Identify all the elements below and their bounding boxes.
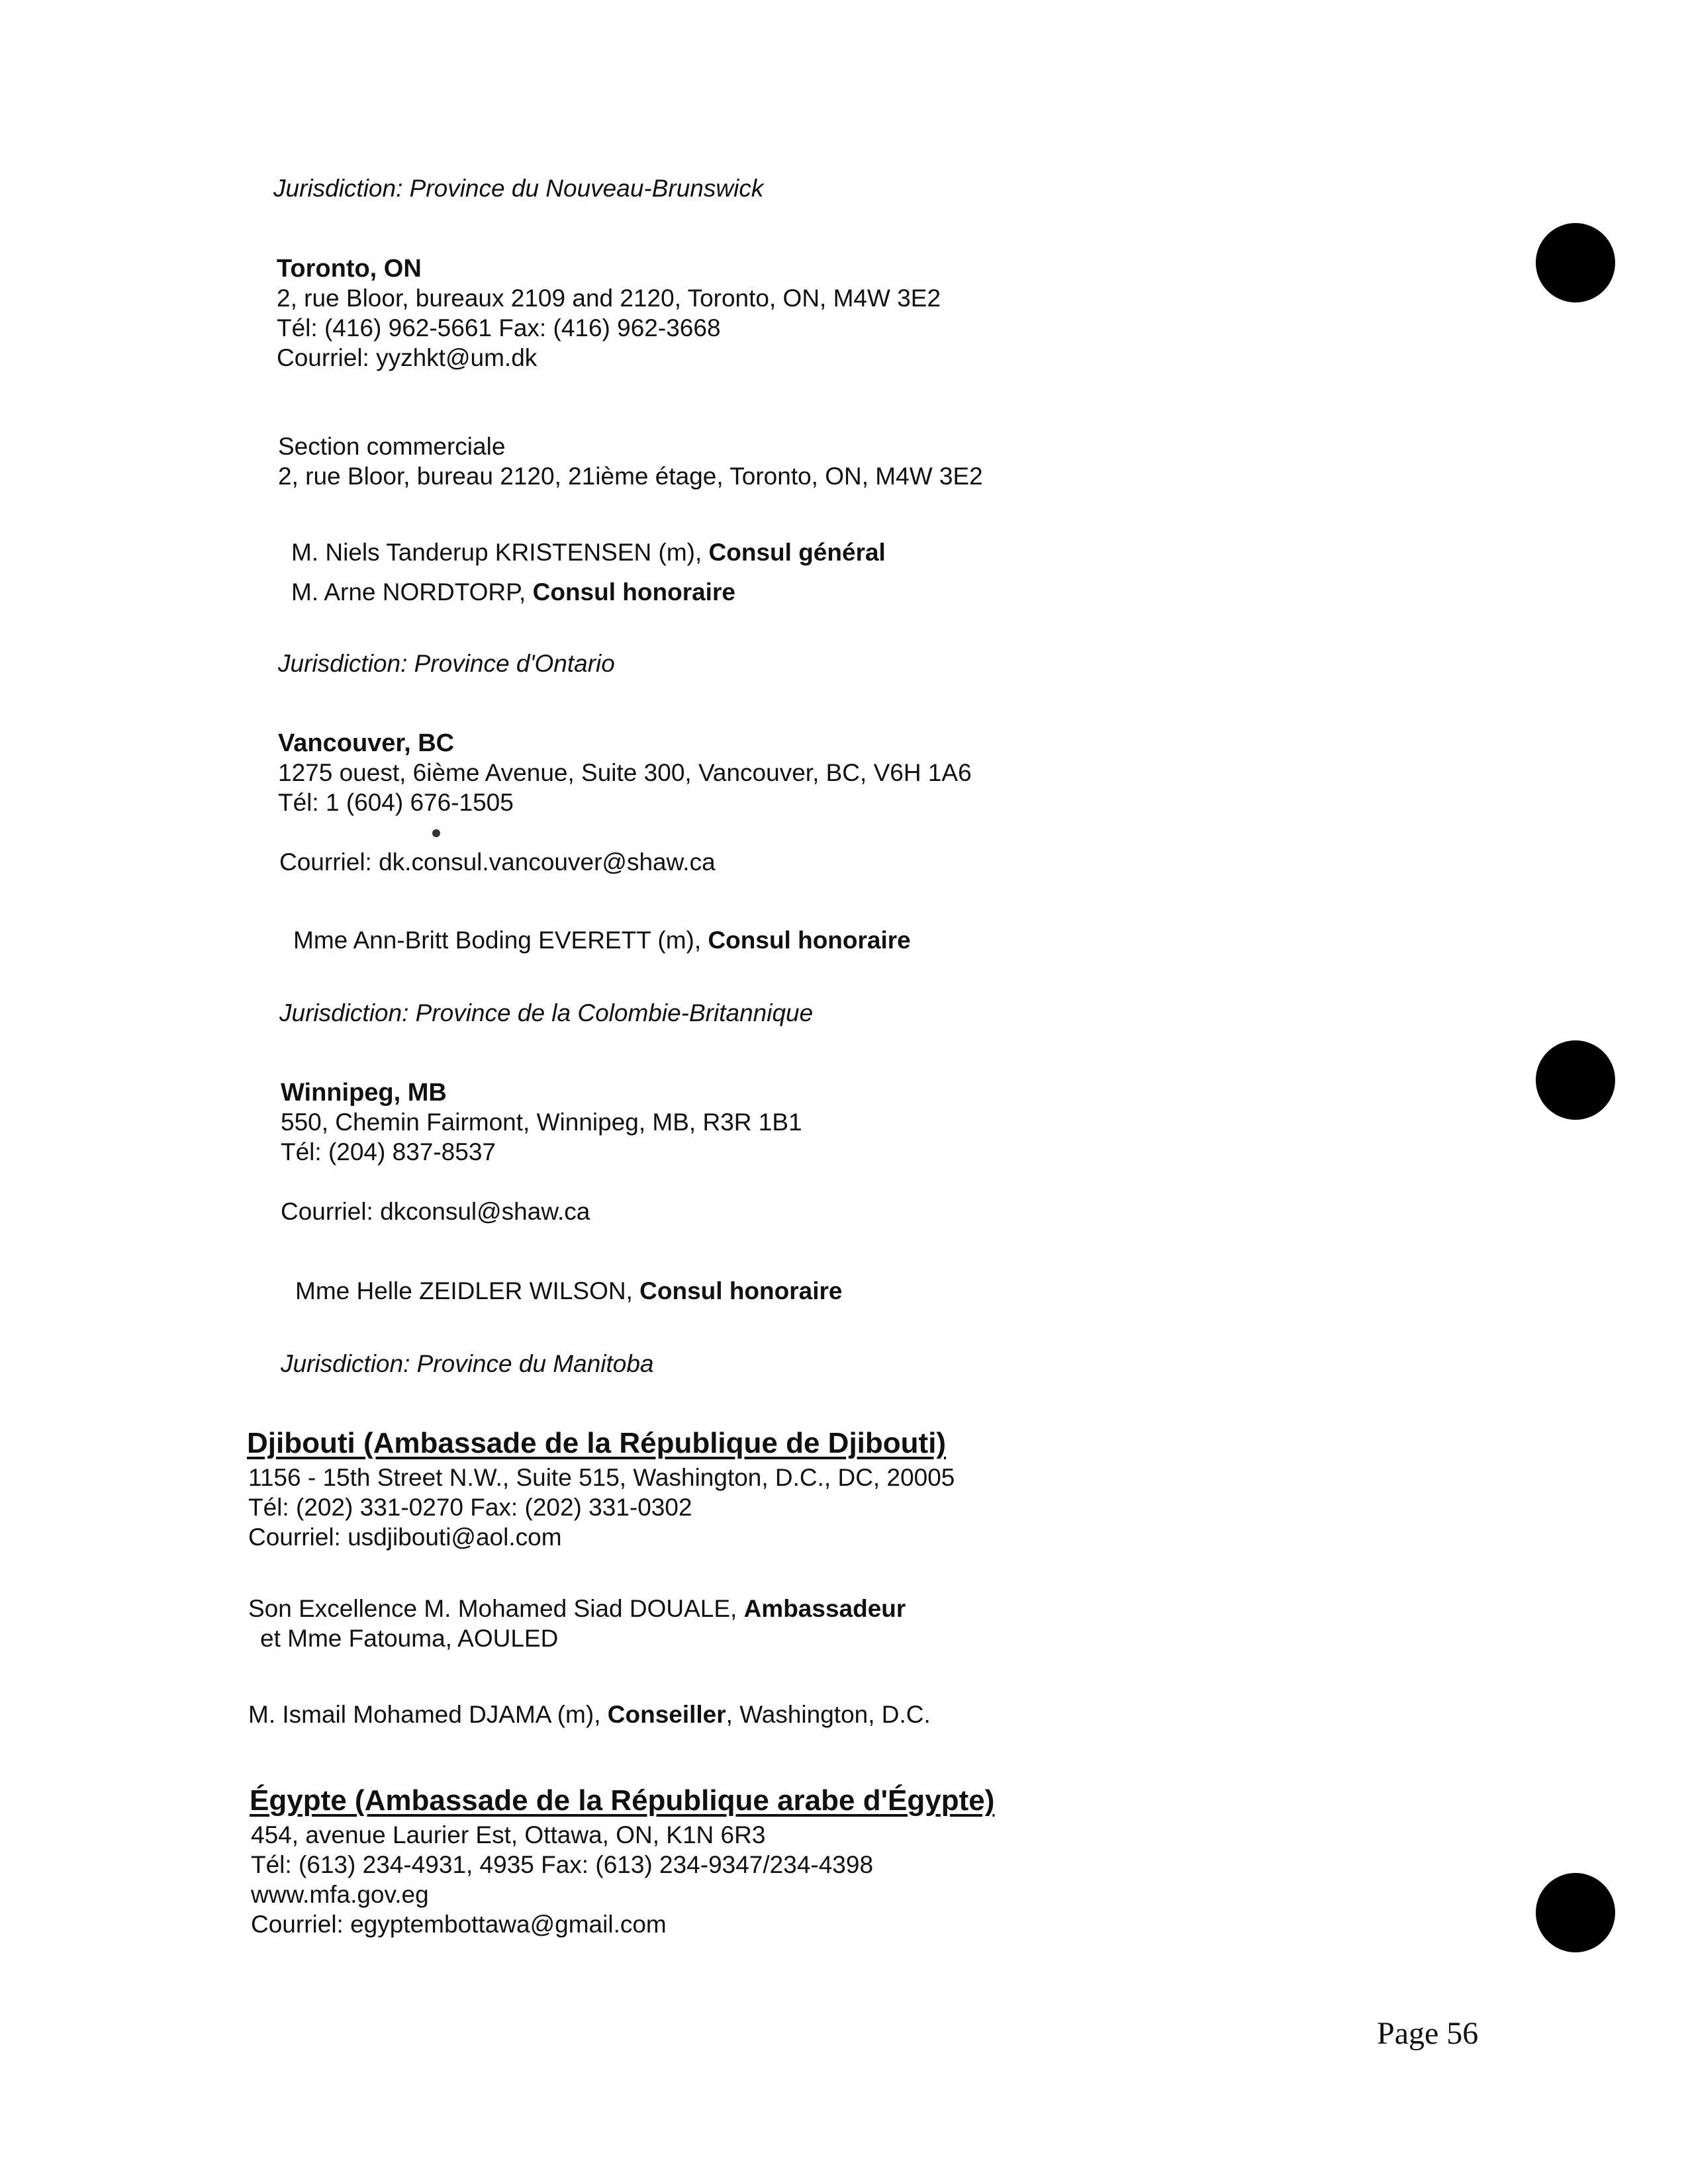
egypt-website: www.mfa.gov.eg <box>251 1881 429 1908</box>
vancouver-address: 1275 ouest, 6ième Avenue, Suite 300, Vancouver, BC, V6H 1A6 <box>278 759 972 786</box>
person-title: Consul honoraire <box>708 927 911 954</box>
vancouver-city: Vancouver, BC <box>278 729 455 757</box>
toronto-email: Courriel: yyzhkt@um.dk <box>277 344 538 371</box>
person-title: Conseiller <box>607 1701 726 1728</box>
toronto-address: 2, rue Bloor, bureaux 2109 and 2120, Toronto, ON, M4W 3E2 <box>277 285 941 312</box>
toronto-section-address: 2, rue Bloor, bureau 2120, 21ième étage, Toronto, ON, M4W 3E2 <box>278 463 983 490</box>
winnipeg-address: 550, Chemin Fairmont, Winnipeg, MB, R3R 1B1 <box>281 1109 802 1136</box>
page-number: Page 56 <box>1377 2016 1479 2051</box>
punch-hole-top <box>1536 223 1615 302</box>
djibouti-address: 1156 - 15th Street N.W., Suite 515, Washington, D.C., DC, 20005 <box>248 1464 955 1491</box>
vancouver-jurisdiction: Jurisdiction: Province de la Colombie-Britannique <box>279 999 814 1026</box>
egypt-email: Courriel: egyptembottawa@gmail.com <box>251 1911 667 1938</box>
egypt-heading: Égypte (Ambassade de la République arabe d'Égypte) <box>250 1784 995 1817</box>
vancouver-phone: Tél: 1 (604) 676-1505 <box>278 789 514 816</box>
person-name: M. Ismail Mohamed DJAMA (m), <box>248 1701 608 1728</box>
person-name: M. Niels Tanderup KRISTENSEN (m), <box>291 539 709 566</box>
winnipeg-phone: Tél: (204) 837-8537 <box>281 1138 496 1165</box>
person-title: Ambassadeur <box>743 1595 906 1622</box>
nb-jurisdiction: Jurisdiction: Province du Nouveau-Brunswick <box>273 175 764 202</box>
person-name: Mme Ann-Britt Boding EVERETT (m), <box>293 927 708 954</box>
djibouti-spouse: et Mme Fatouma, AOULED <box>260 1625 559 1652</box>
toronto-person-2 <box>291 577 735 608</box>
djibouti-ambassador <box>248 1594 906 1624</box>
winnipeg-email: Courriel: dkconsul@shaw.ca <box>281 1198 590 1225</box>
toronto-city: Toronto, ON <box>277 255 422 283</box>
scan-speck <box>432 829 440 837</box>
person-name: Son Excellence M. Mohamed Siad DOUALE, <box>248 1595 744 1622</box>
punch-hole-middle <box>1536 1040 1615 1120</box>
vancouver-person <box>293 925 911 956</box>
egypt-phone: Tél: (613) 234-4931, 4935 Fax: (613) 234-9347/234-4398 <box>251 1851 874 1878</box>
winnipeg-city: Winnipeg, MB <box>281 1079 447 1107</box>
djibouti-phone: Tél: (202) 331-0270 Fax: (202) 331-0302 <box>248 1494 692 1521</box>
winnipeg-jurisdiction: Jurisdiction: Province du Manitoba <box>281 1350 654 1377</box>
djibouti-email: Courriel: usdjibouti@aol.com <box>248 1524 562 1551</box>
winnipeg-person <box>295 1276 842 1306</box>
toronto-phone: Tél: (416) 962-5661 Fax: (416) 962-3668 <box>277 314 721 341</box>
person-title: Consul général <box>708 539 886 566</box>
vancouver-email: Courriel: dk.consul.vancouver@shaw.ca <box>279 848 716 876</box>
toronto-person-1 <box>291 537 886 568</box>
djibouti-heading: Djibouti (Ambassade de la République de Djibouti) <box>247 1427 947 1459</box>
egypt-address: 454, avenue Laurier Est, Ottawa, ON, K1N 6R3 <box>251 1821 766 1848</box>
person-name: Mme Helle ZEIDLER WILSON, <box>295 1277 640 1304</box>
person-location: , Washington, D.C. <box>726 1701 931 1728</box>
person-title: Consul honoraire <box>639 1277 843 1304</box>
punch-hole-bottom <box>1536 1873 1615 1952</box>
person-name: M. Arne NORDTORP, <box>291 578 533 606</box>
toronto-section-label: Section commerciale <box>278 433 506 460</box>
djibouti-counsellor <box>248 1700 931 1730</box>
person-title: Consul honoraire <box>532 578 735 606</box>
toronto-jurisdiction: Jurisdiction: Province d'Ontario <box>278 650 615 677</box>
